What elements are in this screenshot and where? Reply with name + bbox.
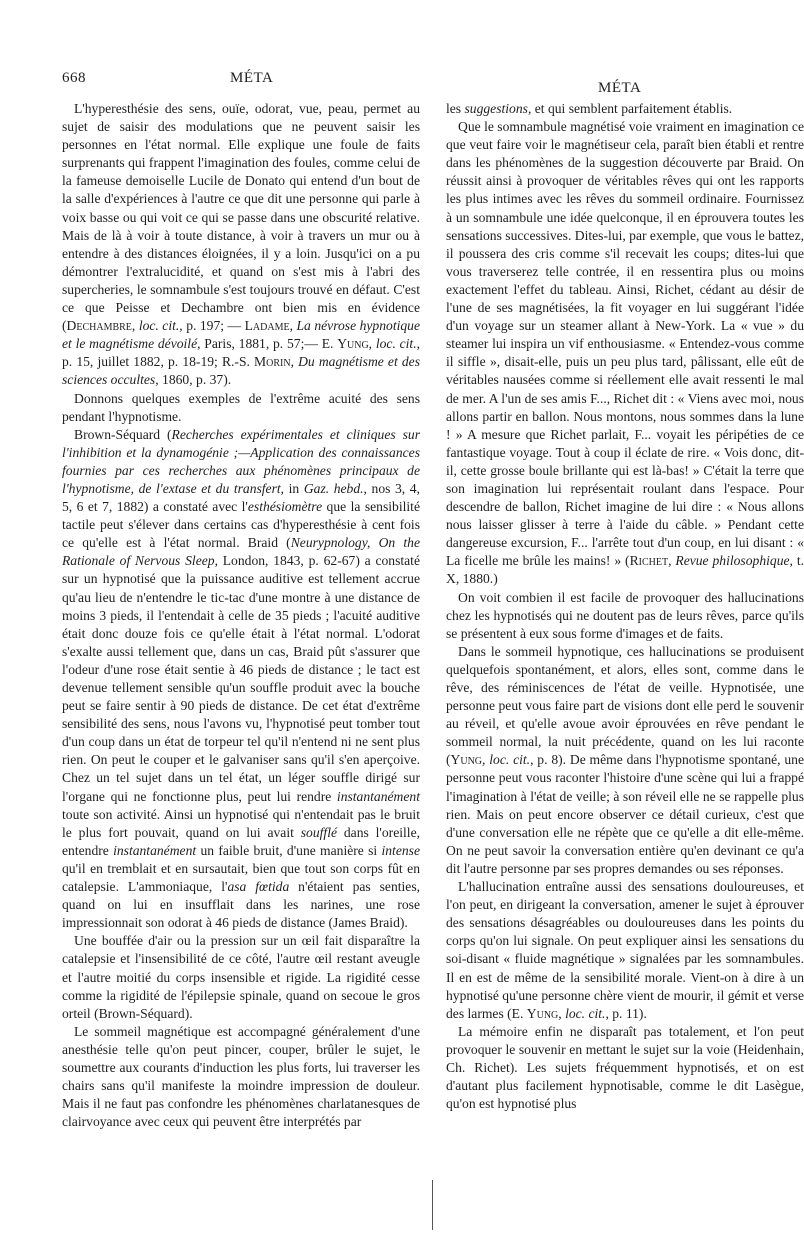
text-run: que la sensibilité tactile peut s'élever dans certains cas d'hyperesthésie à cent fois ce qu'elle est à l'état normal. Braid ( [62, 499, 420, 551]
italic-text: Du magnétisme et des sciences occultes [62, 354, 420, 388]
paragraph [446, 878, 804, 1023]
text-run: Dans le sommeil hypnotique, ces hallucinations se produisent quelquefois spontanément, et alors, elles sont, comme dans le rêve, des réminiscences de l'état de veille. Hypnotisée, une personne peut vous faire part de visions dont elle perd le souvenir au réveil, et qu'elle avoue avoir éprouvées en rêve pendant le sommeil normal, la nuit précédente, quand on les lui raconte ( [446, 643, 804, 768]
italic-text: Recherches expérimentales et cliniques sur l'inhibition et la dynamogénie ;—Application des connaissances fournies par ces recherches aux phénomènes principaux de l'hypnotisme, de l'extase et du transfert [62, 426, 420, 496]
column-rule [432, 1180, 433, 1230]
italic-text: soufflé [300, 824, 338, 840]
text-run: L'hallucination entraîne aussi des sensations douloureuses, et l'on peut, en dirigeant la conversation, amener le sujet à éprouver des sensations désagréables ou douloureuses dans les points du corps qu'on lui signale. On peut expliquer ainsi les sensations du soi-disant « fluide magnétique » signalées par les somnambules. Il en est de même de la sensibilité morale. Vient-on à dire à un hypnotisé qu'une personne chère vient de mourir, il gémit et verse des larmes (E. [446, 879, 804, 1021]
text-run: n'étaient pas senties, quand on lui en insufflait dans les narines, une rose impressionnait son odorat à 46 pieds de distance (James Braid). [62, 879, 421, 931]
text-run: L'hyperesthésie des sens, ouïe, odorat, vue, peau, permet au sujet de saisir des modulations que ne peuvent saisir les personnes en l'état normal. Elle explique une foule de faits surprenants qui frappent l'imagination des foules, comme celui de la fameuse demoiselle Lucile de Donato qui entend d'un bout de la salle d'expériences à l'autre ce que dit une personne qui parle à voix basse ou qui voit ce qui se passe dans une obscurité relative. Mais de là à voir à toute distance, à voir à travers un mur ou à entendre à des distances éloignées, il y a loin. Jusqu'ici on a pu démontrer l'extralucidité, et quand on s'est mis à l'abri des supercheries, le somnambule s'est toujours trouvé en défaut. C'est ce que Peisse et Dechambre ont bien mis en évidence ( [62, 101, 420, 334]
paragraph [62, 932, 420, 1022]
text-run: les [446, 101, 465, 116]
text-run: Une bouffée d'air ou la pression sur un œil fait disparaître la catalepsie et l'insensibilité de ce côté, l'autre œil restant aveugle et l'autre moitié du corps insensible et rigide. La rigidité cesse comme la rigidité de l'épilepsie spinale, quand on secoue le gros orteil (Brown-Séquard). [62, 933, 420, 1021]
italic-text: loc. cit. [565, 1005, 606, 1021]
text-run: On voit combien il est facile de provoquer des hallucinations chez les hypnotisés qui ne doutent pas de leurs rêves, parce qu'ils se présentent à eux sous forme d'images et de faits. [446, 589, 804, 641]
paragraph [62, 426, 420, 933]
italic-text: Gaz. hebd. [303, 480, 364, 496]
text-run: , [482, 752, 490, 768]
text-run: , Paris, 1881, p. 57;— E. [197, 336, 338, 352]
left-column [62, 100, 420, 1235]
text-run: , [668, 553, 676, 569]
text-run: toute son activité. Ainsi un hypnotisé qui n'entendait pas le bruit le plus fort pouvait, quand on lui avait [62, 806, 420, 840]
text-run: , London, 1843, p. 62-67) a constaté sur un hypnotisé que la puissance auditive est tellement accrue qu'au lieu de n'entendre le tic-tac d'une montre à une distance de moins 3 pieds, il l'entendait à celle de 35 pieds ; l'acuité auditive était donc douze fois ce qu'elle était à l'état normal. L'odorat s'exalte aussi tellement que, dans un cas, Braid pût s'assurer que l'odeur d'une rose était sentie à 46 pieds de distance ; le tact est devenue tellement sensible qu'un souffle produit avec la bouche peut se faire sentir à 90 pieds de distance. De cet état d'extrême sensibilité des sens, nous l'avons vu, l'hypnotisé peut tomber tout d'un coup dans un état de torpeur tel qu'il n'entend ni ne sent plus rien. On peut le couper et le galvaniser sans qu'il s'en aperçoive. Chez un tel sujet dans un tel état, un léger souffle dirigé sur l'organe qui ne fonctionne plus, peut lui rendre [62, 553, 420, 804]
text-run: qu'il en tremblait et en sursautait, bien que tout son corps fût en catalepsie. L'ammoniaque, l' [62, 860, 420, 895]
text-run: , et qui semblent parfaitement établis. [527, 101, 733, 116]
paragraph [446, 589, 804, 643]
paragraph [62, 390, 420, 426]
paragraph [446, 118, 804, 588]
text-run: , 1860, p. 37). [155, 372, 232, 388]
italic-text: asa fœtida [227, 879, 290, 895]
text-run: , t. X, 1880.) [446, 553, 804, 587]
italic-text: La névrose hypnotique et le magnétisme dévoilé [62, 318, 420, 352]
text-run: Le sommeil magnétique est accompagné généralement d'une anesthésie telle qu'on peut pincer, couper, brûler le sujet, le soumettre aux courants d'induction les plus forts, lui traverser les chairs sans qu'il manifeste la moindre impression de douleur. Mais il ne faut pas confondre les phénomènes charlatanesques de clairvoyance avec ceux qui peuvent être interprétés par [62, 1023, 420, 1130]
italic-text: loc. cit. [375, 336, 417, 352]
paragraph [446, 100, 804, 118]
text-run: , [368, 336, 376, 352]
text-run: , nos 3, 4, 5, 6 et 7, 1882) a constaté avec l' [62, 480, 420, 515]
text-run: dans l'oreille, entendre [62, 824, 421, 858]
running-head-right: MÉTA [598, 80, 642, 96]
italic-text: esthésiomètre [247, 499, 323, 515]
text-run: , [289, 318, 297, 334]
small-caps-text: Ladame [244, 318, 290, 334]
small-caps-text: Richet [629, 553, 669, 569]
italic-text: instantanément [336, 788, 420, 804]
small-caps-text: Yung [450, 752, 483, 768]
italic-text: suggestions [464, 101, 528, 116]
text-run: , [558, 1005, 566, 1021]
page-header [0, 70, 800, 96]
italic-text: loc. cit. [138, 318, 180, 334]
right-column [446, 100, 804, 1235]
small-caps-text: Dechambre [66, 318, 132, 334]
text-run: Que le somnambule magnétisé voie vraiment en imagination ce que veut faire voir le magnétiseur cela, paraît bien établi et rentre dans les phénomènes de la suggestion découverte par Braid. On réussit ainsi à provoquer de véritables rêves qui ont les rapports les plus intimes avec les rêves du sommeil ordinaire. Fournissez à un somnambule une idée quelconque, il en éprouvera toutes les sensations successives. Dites-lui, par exemple, que vous le battez, il poussera des cris comme s'il recevait les coups; dites-lui que vous traverserez telle contrée, il en ressentira plus ou moins exactement l'effet du tableau. Ainsi, Richet, cédant au désir de l'une de ses magnétisées, la fit voyager en lui suggérant l'idée d'un voyage sur un steamer allant à New-York. La « vue » du steamer lui inspira un vif enthousiasme. « Entendez-vous comme il siffle », disait-elle, puis un peu plus tard, pâlissant, elle eût de véritables nausées comme si réellement elle avait ressenti le mal de mer. A l'un de ses amis F..., Richet dit : « Viens avec moi, nous allons partir en ballon. Nous montons, nous sommes dans la lune ! » A mesure que Richet parlait, F... voyait les péripéties de ce fantastique voyage. Tout à coup il éclate de rire. « Vois donc, dit-il, cette grosse boule brillante qui est là-bas! » C'était la terre que son imagination lui représentait roulant dans l'espace. Pour descendre de ballon, Richet imagine de lui dire : « Nous allons nous laisser glisser à terre à l'aide du câble. » Pendant cette dangereuse excursion, F... l'arrête tout d'un coup, en lui disant : « La ficelle me brûle les mains! » ( [446, 119, 804, 569]
text-run: , [290, 354, 299, 370]
text-run: , p. 15, juillet 1882, p. 18-19; R.-S. [62, 336, 421, 370]
text-run: , [131, 318, 139, 334]
italic-text: loc. cit. [489, 752, 531, 768]
text-run: Brown-Séquard ( [74, 426, 172, 442]
small-caps-text: Yung [526, 1005, 559, 1021]
text-run: , p. 11). [605, 1005, 647, 1021]
italic-text: Revue philosophique [675, 553, 790, 569]
small-caps-text: Morin [254, 354, 291, 370]
italic-text: intense [381, 842, 420, 858]
italic-text: Neurypnology, On the Rationale of Nervous Sleep [62, 535, 420, 569]
page-number: 668 [62, 70, 86, 86]
text-run: La mémoire enfin ne disparaît pas totalement, et l'on peut provoquer le souvenir en mettant le sujet sur la voie (Heidenhain, Ch. Richet). Les sujets fréquemment hypnotisés, et on est d'autant plus facilement hypnotisable, comme le dit Lasègue, qu'on est hypnotisé plus [446, 1023, 804, 1112]
paragraph [446, 1023, 804, 1113]
text-run: Donnons quelques exemples de l'extrême acuité des sens pendant l'hypnotisme. [62, 390, 420, 424]
italic-text: instantanément [113, 842, 197, 858]
paragraph [62, 100, 420, 390]
small-caps-text: Yung [337, 336, 369, 352]
text-run: , p. 8). De même dans l'hypnotisme spontané, une personne peut vous raconter l'histoire d'une scène qui lui a frappé l'imagination à l'état de veille; à son réveil elle ne se rappelle plus rien. Mais on peut encore observer ce détail curieux, c'est que d'une conversation elle ne répète que ce qu'elle a dit elle-même. On ne peut savoir la conversation entière qu'en devinant ce qu'a dit l'autre personne par ses propres demandes ou ses réponses. [446, 752, 804, 876]
text-run: , p. 197; — [179, 318, 245, 334]
text-run: un faible bruit, d'une manière si [196, 842, 382, 858]
text-run: , in [280, 480, 304, 496]
paragraph [62, 1023, 420, 1132]
paragraph [446, 643, 804, 878]
running-head-left: MÉTA [230, 70, 274, 86]
